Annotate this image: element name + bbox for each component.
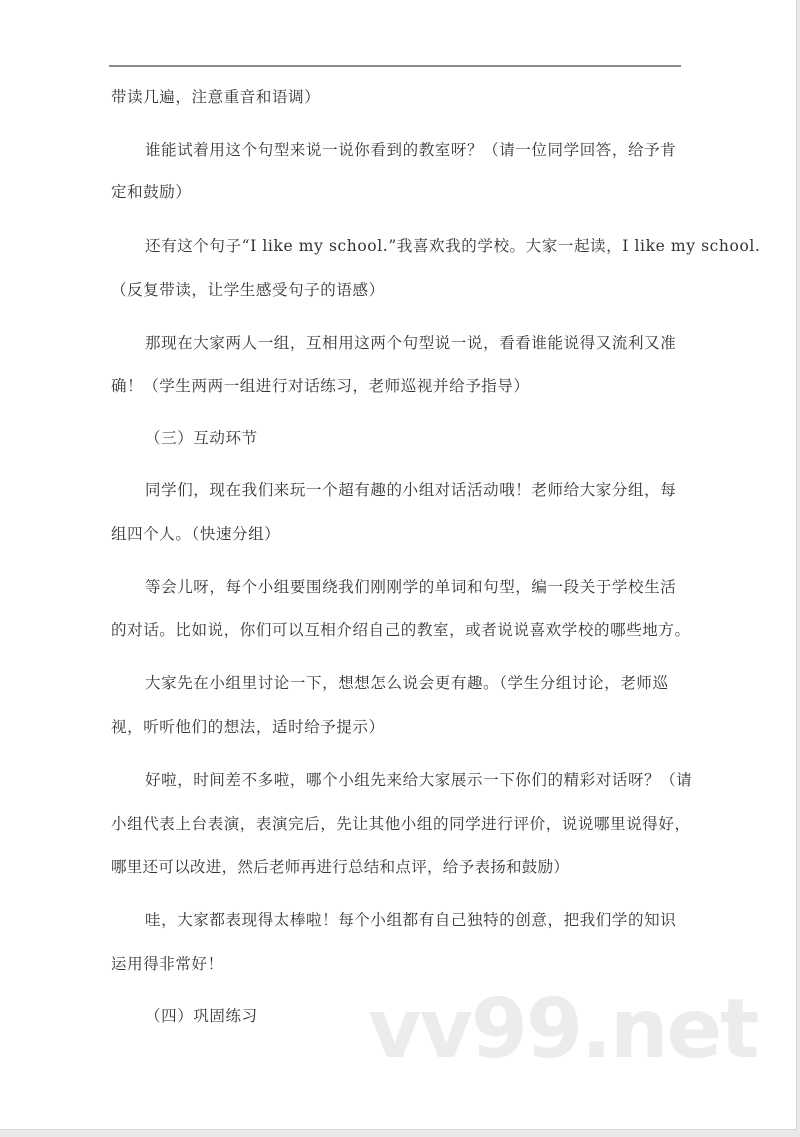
text-line: 那现在大家两人一组，互相用这两个句型说一说，看看谁能说得又流利又准 xyxy=(145,334,677,352)
text-line: 带读几遍，注意重音和语调） xyxy=(111,88,321,106)
text-line: 谁能试着用这个句型来说一说你看到的教室呀？（请一位同学回答，给予肯 xyxy=(145,141,677,159)
text-line: 组四个人。（快速分组） xyxy=(111,525,281,543)
header-rule xyxy=(109,65,681,67)
text-line: 运用得非常好！ xyxy=(111,955,224,973)
text-line: 等会儿呀，每个小组要围绕我们刚刚学的单词和句型，编一段关于学校生活 xyxy=(145,578,677,596)
text-line: 确！（学生两两一组进行对话练习，老师巡视并给予指导） xyxy=(111,377,530,395)
text-line: 还有这个句子“I like my school.”我喜欢我的学校。大家一起读，I like my school. xyxy=(145,237,761,255)
text-line: （四）巩固练习 xyxy=(145,1007,258,1025)
text-line: 大家先在小组里讨论一下，想想怎么说会更有趣。（学生分组讨论，老师巡 xyxy=(145,674,669,692)
text-line: 视，听听他们的想法，适时给予提示） xyxy=(111,718,385,736)
text-line: （三）互动环节 xyxy=(145,429,258,447)
text-line: 哇，大家都表现得太棒啦！每个小组都有自己独特的创意，把我们学的知识 xyxy=(145,911,677,929)
text-line: 好啦，时间差不多啦，哪个小组先来给大家展示一下你们的精彩对话呀？（请 xyxy=(145,771,693,789)
text-line: （反复带读，让学生感受句子的语感） xyxy=(111,281,385,299)
text-line: 小组代表上台表演，表演完后，先让其他小组的同学进行评价，说说哪里说得好， xyxy=(111,815,691,833)
text-line: 同学们，现在我们来玩一个超有趣的小组对话活动哦！老师给大家分组，每 xyxy=(145,481,677,499)
text-line: 定和鼓励） xyxy=(111,183,192,201)
text-line: 的对话。比如说，你们可以互相介绍自己的教室，或者说说喜欢学校的哪些地方。 xyxy=(111,621,691,639)
text-line: 哪里还可以改进，然后老师再进行总结和点评，给予表扬和鼓励） xyxy=(111,858,570,876)
watermark: vv99.net xyxy=(368,982,758,1077)
